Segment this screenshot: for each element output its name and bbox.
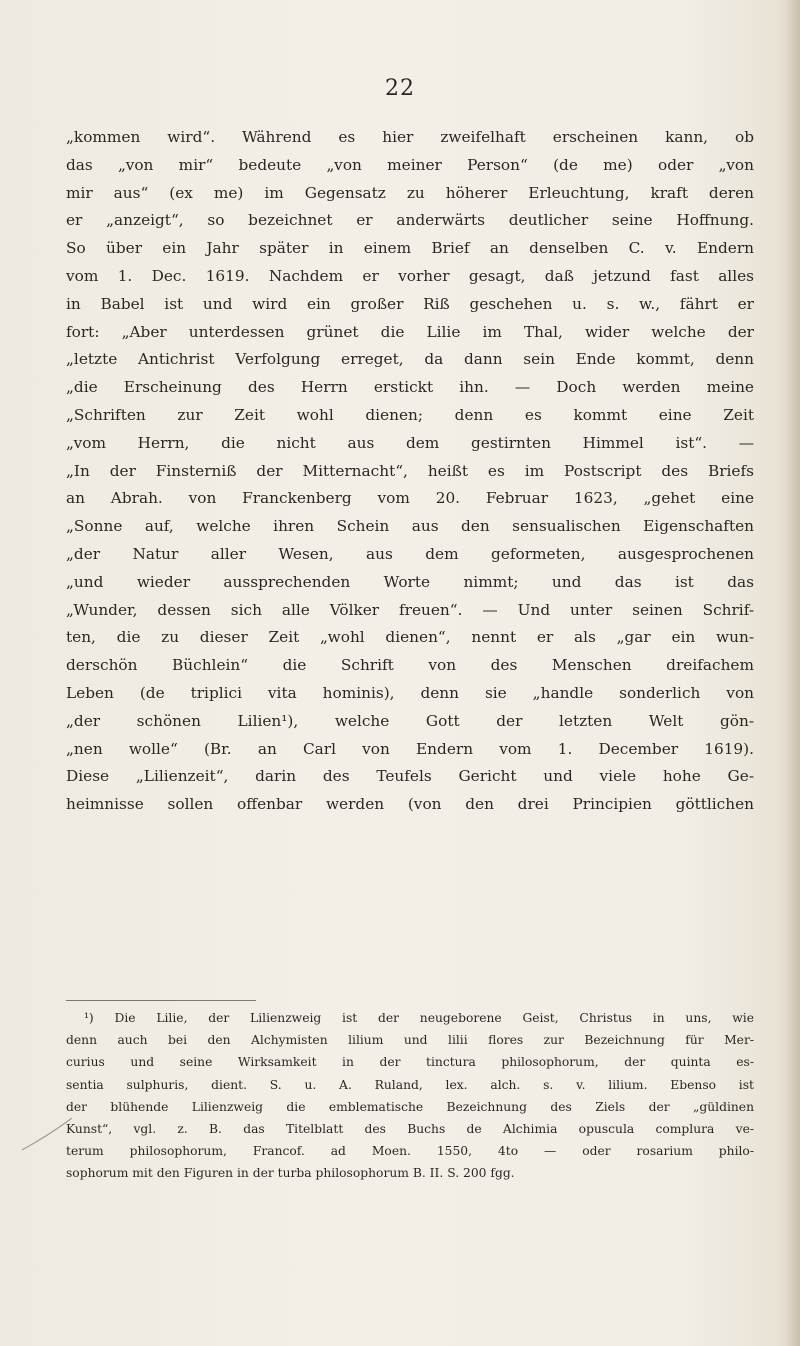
footnote-line: terum philosophorum, Francof. ad Moen. 1550, 4to — oder rosarium philo- (66, 1144, 754, 1159)
pencil-stroke (22, 1118, 72, 1150)
footnote-line: curius und seine Wirksamkeit in der tinctura philosophorum, der quinta es- (66, 1055, 754, 1070)
text-line: derschön Büchlein“ die Schrift von des Menschen dreifachem (66, 656, 754, 675)
footnote-line: sophorum mit den Figuren in der turba philosophorum B. II. S. 200 fgg. (66, 1166, 515, 1181)
footnote-block (66, 1007, 754, 1185)
page-number: 22 (385, 76, 415, 101)
footnote-line: denn auch bei den Alchymisten lilium und lilii flores zur Bezeichnung für Mer- (66, 1033, 754, 1048)
footnote-line: sentia sulphuris, dient. S. u. A. Ruland, lex. alch. s. v. lilium. Ebenso ist (66, 1077, 754, 1092)
text-line: „der schönen Lilien¹), welche Gott der letzten Welt gön- (66, 711, 754, 730)
footnote-divider (66, 1000, 256, 1001)
text-line: „die Erscheinung des Herrn erstickt ihn. — Doch werden meine (66, 378, 754, 397)
text-line: „In der Finsterniß der Mitternacht“, heißt es im Postscript des Briefs (66, 461, 754, 480)
text-line: „letzte Antichrist Verfolgung erreget, da dann sein Ende kommt, denn (66, 350, 754, 369)
text-line: So über ein Jahr später in einem Brief an denselben C. v. Endern (66, 239, 754, 258)
text-line: das „von mir“ bedeute „von meiner Person“ (de me) oder „von (66, 155, 754, 174)
text-line: „Sonne auf, welche ihren Schein aus den sensualischen Eigenschaften (66, 517, 754, 536)
footnote-line: Kunst“, vgl. z. B. das Titelblatt des Buchs de Alchimia opuscula complura ve- (66, 1121, 754, 1136)
text-line: fort: „Aber unterdessen grünet die Lilie im Thal, wider welche der (66, 322, 754, 341)
page-edge-shadow (786, 0, 800, 1346)
text-line: „vom Herrn, die nicht aus dem gestirnten Himmel ist“. — (66, 433, 754, 452)
text-line: heimnisse sollen offenbar werden (von den drei Principien göttlichen (66, 795, 754, 814)
text-line: mir aus“ (ex me) im Gegensatz zu höherer Erleuchtung, kraft deren (66, 183, 754, 202)
text-line: „nen wolle“ (Br. an Carl von Endern vom 1. December 1619). (66, 739, 754, 758)
text-line: Diese „Lilienzeit“, darin des Teufels Gericht und viele hohe Ge- (66, 767, 754, 786)
text-line: in Babel ist und wird ein großer Riß geschehen u. s. w., fährt er (66, 294, 754, 313)
text-line: ten, die zu dieser Zeit „wohl dienen“, nennt er als „gar ein wun- (66, 628, 754, 647)
footnote-line: der blühende Lilienzweig die emblematische Bezeichnung des Ziels der „güldinen (66, 1099, 754, 1114)
text-line: er „anzeigt“, so bezeichnet er anderwärts deutlicher seine Hoffnung. (66, 211, 754, 230)
text-line: „und wieder aussprechenden Worte nimmt; und das ist das (66, 572, 754, 591)
text-line: „Schriften zur Zeit wohl dienen; denn es kommt eine Zeit (66, 405, 754, 424)
text-line: Leben (de triplici vita hominis), denn sie „handle sonderlich von (66, 683, 754, 702)
text-line: „der Natur aller Wesen, aus dem geformeten, ausgesprochenen (66, 544, 754, 563)
text-line: „kommen wird“. Während es hier zweifelhaft erscheinen kann, ob (66, 128, 754, 146)
text-line: vom 1. Dec. 1619. Nachdem er vorher gesagt, daß jetzund fast alles (66, 266, 754, 285)
main-text-block (66, 124, 754, 819)
text-line: an Abrah. von Franckenberg vom 20. Februar 1623, „gehet eine (66, 489, 754, 508)
footnote-line: ¹) Die Lilie, der Lilienzweig ist der neugeborene Geist, Christus in uns, wie (84, 1011, 754, 1025)
text-line: „Wunder, dessen sich alle Völker freuen“. — Und unter seinen Schrif- (66, 600, 754, 619)
